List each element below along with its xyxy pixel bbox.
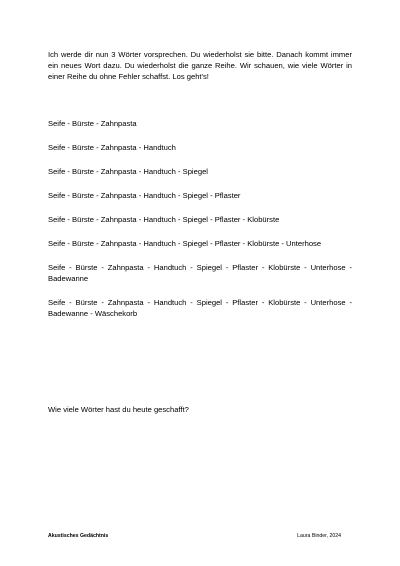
word-sequence-3: Seife - Bürste - Zahnpasta	[48, 119, 137, 128]
word-sequence-list	[48, 118, 352, 332]
word-sequence-4: Seife - Bürste - Zahnpasta - Handtuch	[48, 143, 176, 152]
word-sequence-6: Seife - Bürste - Zahnpasta - Handtuch - Spiegel - Pflaster	[48, 191, 241, 200]
word-sequence-9: Seife - Bürste - Zahnpasta - Handtuch - Spiegel - Pflaster - Klobürste - Unterhose - Badewanne	[48, 263, 352, 283]
instruction-text: Ich werde dir nun 3 Wörter vorsprechen. Du wiederholst sie bitte. Danach kommt immer ein neues Wort dazu. Du wiederholst die ganze Reihe. Wir schauen, wie viele Wörter in einer Reihe du ohne Fehler schaffst. Los geht's!	[48, 50, 352, 81]
footer-author: Laura Binder, 2024	[297, 533, 341, 539]
word-sequence-5: Seife - Bürste - Zahnpasta - Handtuch - Spiegel	[48, 167, 208, 176]
word-sequence-7: Seife - Bürste - Zahnpasta - Handtuch - Spiegel - Pflaster - Klobürste	[48, 215, 280, 224]
word-sequence-8: Seife - Bürste - Zahnpasta - Handtuch - Spiegel - Pflaster - Klobürste - Unterhose	[48, 239, 322, 248]
question-text: Wie viele Wörter hast du heute geschafft?	[48, 405, 189, 414]
footer-title: Akustisches Gedächtnis	[48, 533, 109, 539]
word-sequence-10: Seife - Bürste - Zahnpasta - Handtuch - Spiegel - Pflaster - Klobürste - Unterhose - Badewanne - Wäschekorb	[48, 298, 352, 318]
